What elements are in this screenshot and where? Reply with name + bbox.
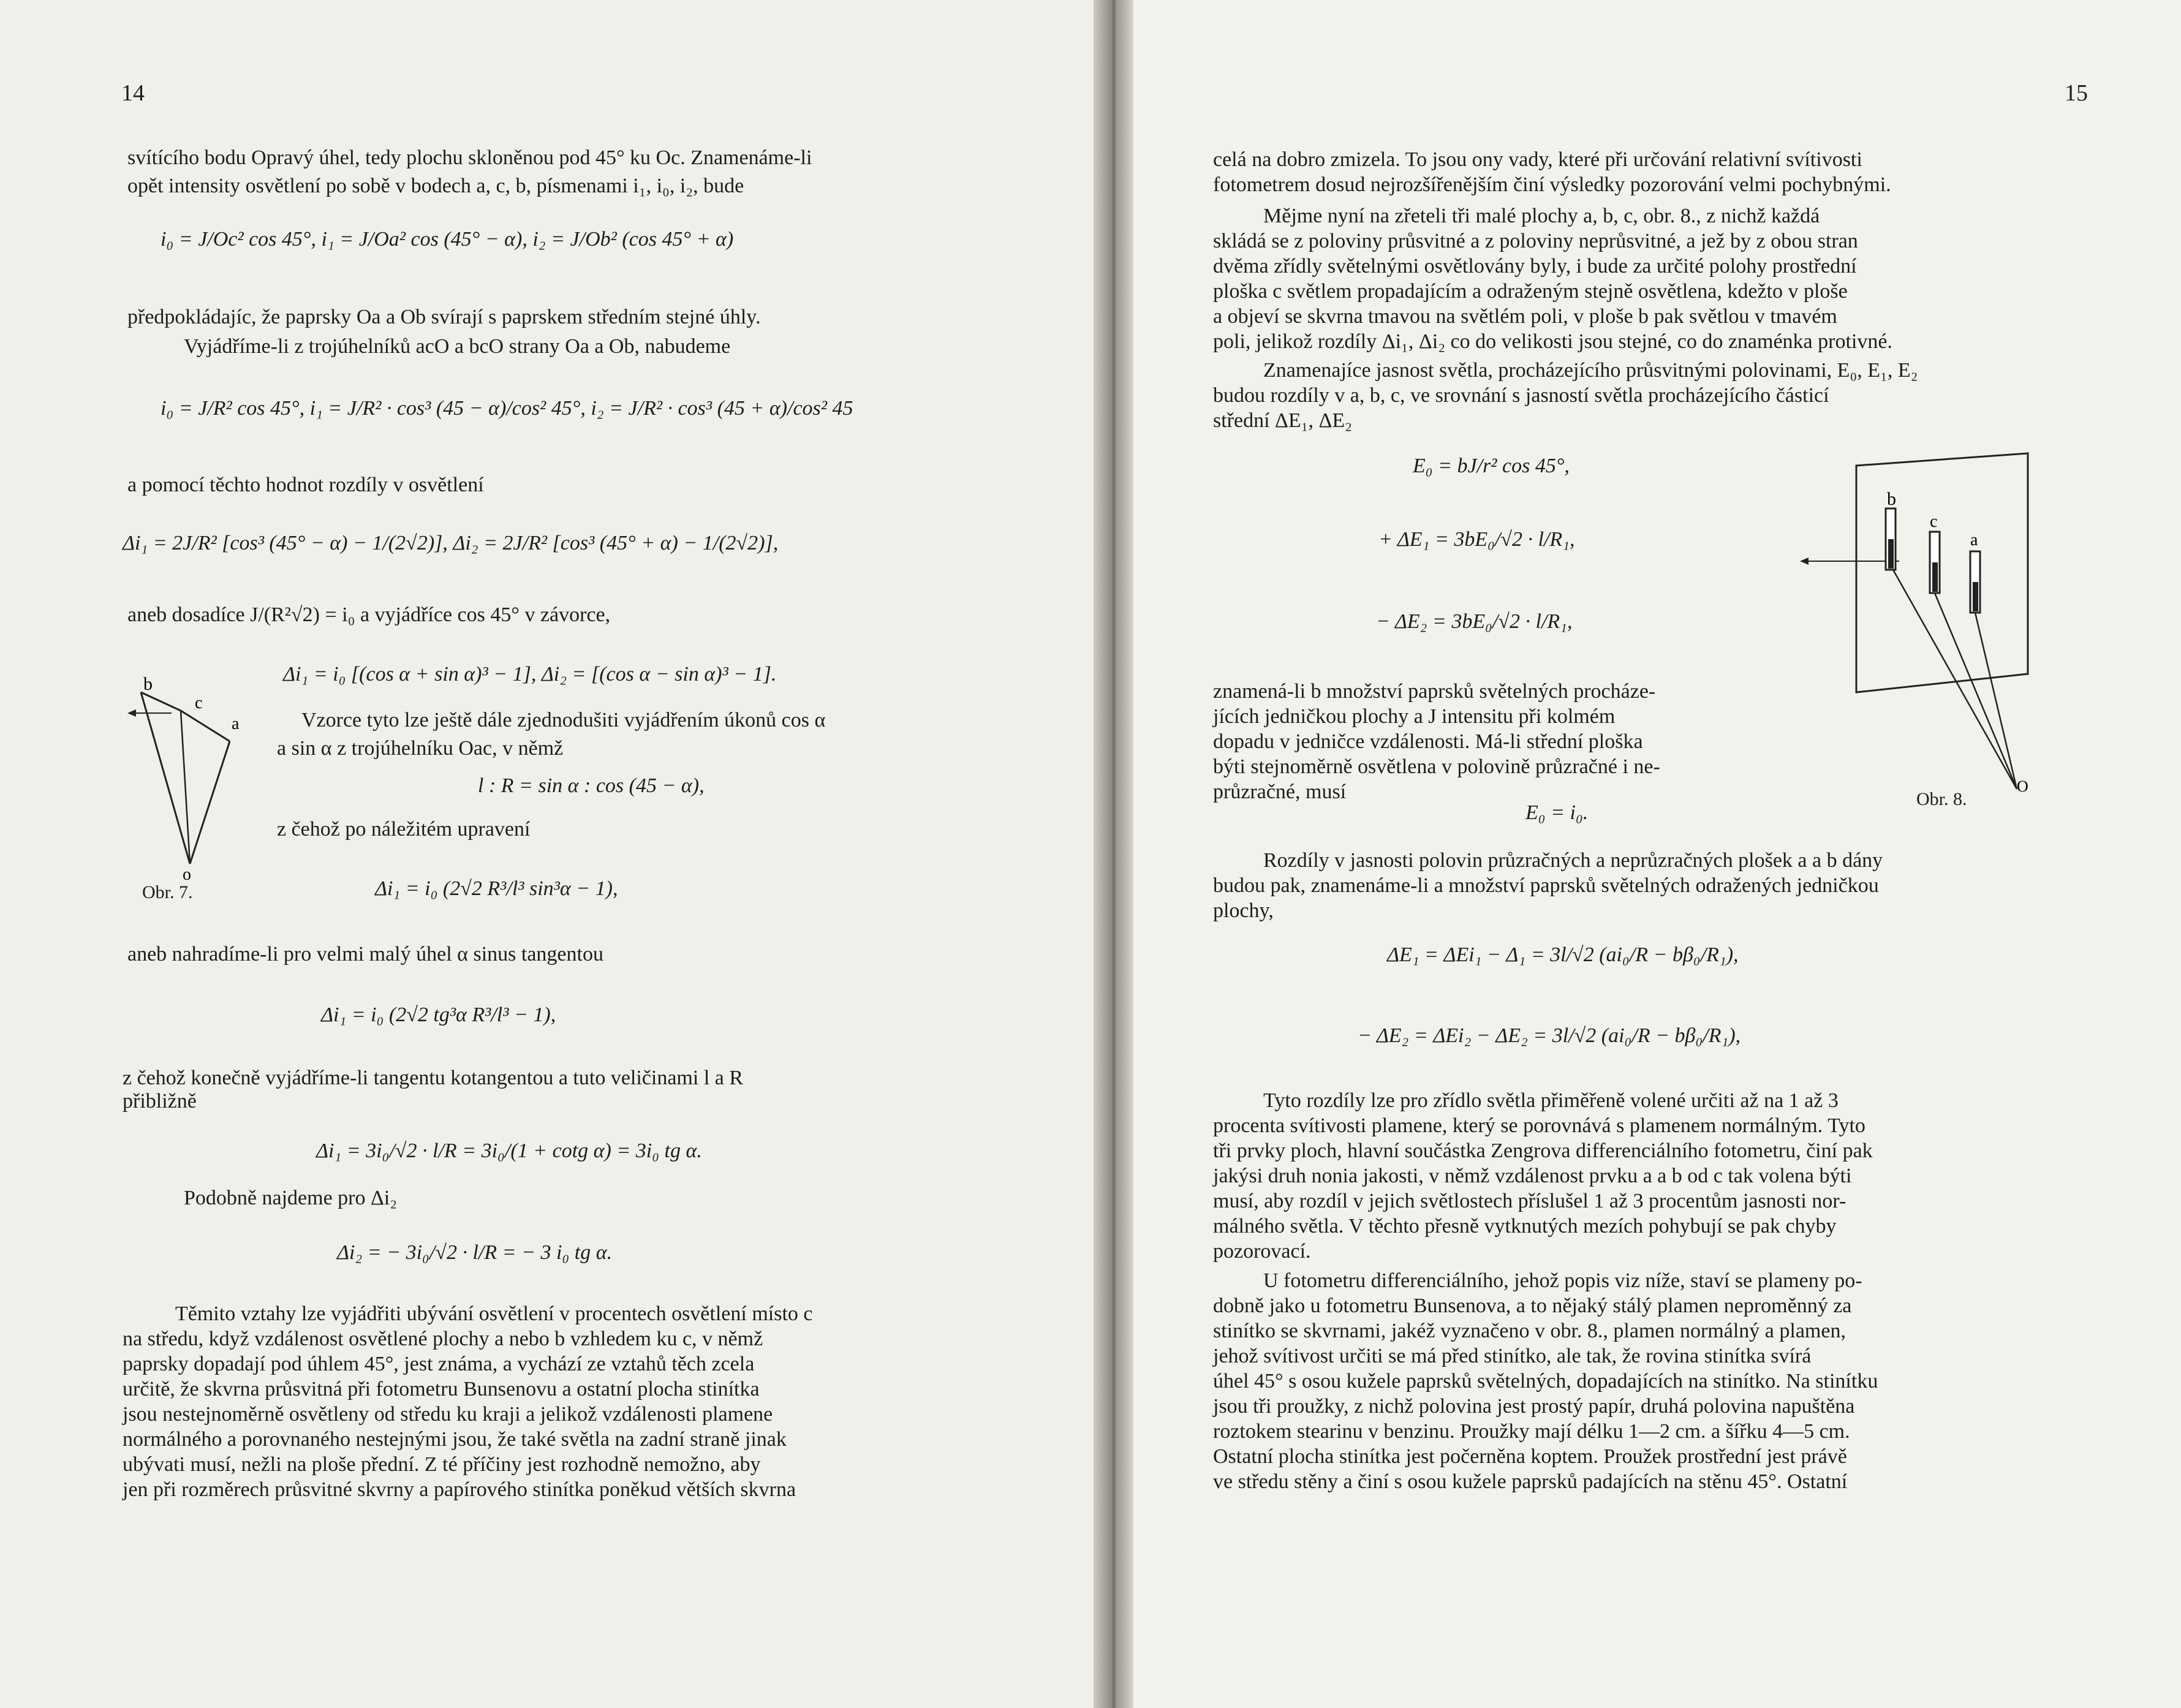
fig8-label-c: c [1930,512,1938,531]
text-line: aneb nahradíme-li pro velmi malý úhel α sinus tangentou [127,943,603,965]
text-line: Mějme nyní na zřeteli tři malé plochy a, b, c, obr. 8., z nichž každá [1263,205,1820,227]
paragraph-final-left [123,1301,992,1502]
text-line: z čehož konečně vyjádříme-li tangentu kotangentou a tuto veličinami l a R [123,1067,744,1089]
text-line: střední ΔE₁, ΔE₂ [1213,409,1353,432]
text-line: určitě, že skvrna průsvitná při fotometru Bunsenovu a ostatní plocha stinítka [123,1378,760,1400]
text-line: dobně jako u fotometru Bunsenova, a to nějaký stálý plamen neproměnný za [1213,1294,1852,1317]
text-line: musí, aby rozdíl v jejich světlostech příslušel 1 až 3 procentům jasnosti nor- [1213,1190,1846,1212]
equation: Δi₁ = 2J/R² [cos³ (45° − α) − 1/(2√2)], Δi₂ = 2J/R² [cos³ (45° + α) − 1/(2√2)], [123,532,779,554]
text-line: budou pak, znamenáme-li a množství paprsků světelných odražených jedničkou [1213,874,1879,897]
equation: Δi₁ = i₀ [(cos α + sin α)³ − 1], Δi₂ = [(cos α − sin α)³ − 1]. [283,663,777,686]
fig7-label-b: b [143,674,153,694]
text-line: Tyto rozdíly lze pro zřídlo světla přiměřeně volené určiti až na 1 až 3 [1263,1089,1839,1112]
equation: ΔE₁ = ΔEi₁ − Δ₁ = 3l/√2 (ai₀/R − bβ₀/R₁), [1387,943,1739,966]
text-line: ploška c světlem propadajícím a odraženým stejně osvětlena, kdežto v ploše [1213,280,1848,303]
equation: i₀ = J/Oc² cos 45°, i₁ = J/Oa² cos (45° − α), i₂ = J/Ob² (cos 45° + α) [161,228,734,251]
text-line: celá na dobro zmizela. To jsou ony vady, které při určování relativní svítivosti [1213,148,1862,171]
text-line: a objeví se skvrna tmavou na světlém poli, v ploše b pak světlou v tmavém [1213,305,1837,328]
text-line: Ostatní plocha stinítka jest počerněna koptem. Proužek prostřední jest právě [1213,1445,1847,1468]
text-line: dvěma zřídly světelnými osvětlovány byly, i bude za určité polohy prostřední [1213,255,1857,278]
fig7-arrowhead [127,709,136,717]
text-line: jen při rozměrech průsvitné skvrny a papírového stinítka poněkud větších skvrna [123,1478,796,1501]
text-line: U fotometru differenciálního, jehož popis viz níže, staví se plameny po- [1263,1269,1862,1292]
page-number-right: 15 [2065,80,2088,106]
text-line: ubývati musí, nežli na ploše přední. Z té příčiny jest rozhodně nemožno, aby [123,1453,761,1476]
text-line: svítícího bodu Opravý úhel, tedy plochu skloněnou pod 45° ku Oc. Znamenáme-li [127,146,812,169]
fig7-line-ca [181,711,230,741]
fig8-ray-b [1893,570,2017,789]
text-line: z čehož po náležitém upravení [277,818,531,841]
text-line: paprsky dopadají pod úhlem 45°, jest známa, a vychází ze vztahů těch zcela [123,1353,755,1375]
fig8-ray-a [1975,613,2017,789]
paragraph-3-right [1213,358,2144,433]
text-line: fotometrem dosud nejrozšířenějším činí výsledky pozorování velmi pochybnými. [1213,173,1891,196]
text-line: opět intensity osvětlení po sobě v bodech a, c, b, písmenami i₁, i₀, i₂, bude [127,175,744,197]
fig7-line-oc [181,711,190,864]
text-line: poli, jelikož rozdíly Δi₁, Δi₂ co do velikosti jsou stejné, co do znaménka protivné. [1213,330,1892,353]
fig8-strip-c-dark [1932,562,1938,592]
text-line: jehož svítivost určiti se má před stinítko, ale tak, že rovina stinítka svírá [1213,1345,1812,1367]
text-line: a sin α z trojúhelníku Oac, v němž [277,737,564,760]
paragraph-5-right [1213,848,2144,923]
equation: E₀ = bJ/r² cos 45°, [1413,455,1570,477]
text-line: a pomocí těchto hodnot rozdíly v osvětlení [127,474,484,496]
text-line: roztokem stearinu v benzinu. Proužky mají délku 1—2 cm. a šířku 4—5 cm. [1213,1420,1850,1443]
equation: Δi₁ = i₀ (2√2 R³/l³ sin³α − 1), [375,877,618,900]
text-line: býti stejnoměrně osvětlena v polovině průzračné i ne- [1213,755,1660,778]
text-line: plochy, [1213,899,1274,922]
text-line: jících jedničkou plochy a J intensitu při kolmém [1213,705,1616,728]
paragraph-2-right [1213,203,2144,354]
equation: Δi₁ = 3i₀/√2 · l/R = 3i₀/(1 + cotg α) = 3i₀ tg α. [316,1139,702,1162]
text-line: Znamenajíce jasnost světla, procházejícího průsvitnými polovinami, E₀, E₁, E₂ [1263,359,1918,382]
text-line: tři prvky ploch, hlavní součástka Zengrova differenciálního fotometru, činí pak [1213,1139,1873,1162]
fig7-label-c: c [195,693,203,712]
paragraph-1-right [1213,147,2144,197]
figure-7-caption: Obr. 7. [142,882,193,902]
text-line: Vyjádříme-li z trojúhelníků acO a bcO strany Oa a Ob, nabudeme [184,335,731,358]
fig8-label-o: O [2017,777,2028,795]
text-line: Těmito vztahy lze vyjádřiti ubývání osvětlení v procentech osvětlení místo c [175,1302,813,1325]
paragraph-7-right [1213,1268,2144,1494]
fig8-strip-b-dark [1888,539,1894,569]
text-line: jsou tři proužky, z nichž polovina jest prostý papír, druhá polovina napuštěna [1213,1395,1855,1418]
equation: l : R = sin α : cos (45 − α), [478,774,705,797]
text-line: málného světla. V těchto přesně vytknutých mezích pohybují se pak chyby [1213,1215,1837,1238]
text-line: jakýsi druh nonia jakosti, v němž vzdálenost prvku a a b od c tak volena býti [1213,1165,1852,1187]
text-line: skládá se z poloviny průsvitné a z poloviny neprůsvitné, a jež by z obou stran [1213,230,1858,252]
fig8-label-a: a [1970,531,1978,550]
equation: i₀ = J/R² cos 45°, i₁ = J/R² · cos³ (45 − α)/cos² 45°, i₂ = J/R² · cos³ (45 + α)/cos² 45 [161,397,853,420]
text-line: budou rozdíly v a, b, c, ve srovnání s jasností světla procházejícího částicí [1213,384,1829,407]
fig7-label-a: a [232,714,240,733]
text-line: úhel 45° s osou kužele paprsků světelných, dopadajících na stinítko. Na stinítku [1213,1370,1878,1392]
figure-8-caption: Obr. 8. [1916,789,1967,809]
text-line: Rozdíly v jasnosti polovin průzračných a neprůzračných plošek a a b dány [1263,849,1883,872]
text-line: procenta svítivosti plamene, který se porovnává s plamenem normálným. Tyto [1213,1114,1865,1137]
figure-8 [1856,453,2132,796]
page-number-left: 14 [121,80,145,106]
fig8-ray-c [1935,593,2017,789]
equation: Δi₁ = i₀ (2√2 tg³α R³/l³ − 1), [321,1003,556,1026]
figure-7 [123,668,282,882]
book-gutter [1094,0,1133,1708]
fig7-line-ob [141,692,190,864]
text-line: jsou nestejnoměrně osvětleny od středu ku kraji a jelikož vzdálenosti plamene [123,1403,773,1426]
fig7-line-bc [141,692,181,711]
fig7-label-o: o [183,865,191,884]
text-line: průzračné, musí [1213,780,1347,803]
text-line: pozorovací. [1213,1240,1311,1263]
fig8-label-b: b [1887,489,1896,509]
text-line: ve středu stěny a činí s osou kužele paprsků padajících na stěnu 45°. Ostatní [1213,1470,1848,1493]
equation: − ΔE₂ = ΔEi₂ − ΔE₂ = 3l/√2 (ai₀/R − bβ₀/R₁), [1358,1024,1741,1047]
paragraph-4-right [1213,679,1838,804]
equation: − ΔE₂ = 3bE₀/√2 · l/R₁, [1376,610,1573,633]
text-line: znamená-li b množství paprsků světelných procháze- [1213,680,1656,703]
text-line: Vzorce tyto lze ještě dále zjednodušiti vyjádřením úkonů cos α [301,709,826,731]
right-page [1133,0,2181,1708]
fig7-line-oa [190,741,230,864]
text-line: normálného a porovnaného nestejnými jsou, že také světla na zadní straně jinak [123,1428,787,1451]
text-line: přibližně [123,1090,197,1113]
equation: + ΔE₁ = 3bE₀/√2 · l/R₁, [1378,528,1575,551]
fig8-arrowhead [1800,557,1809,565]
text-line: předpokládajíc, že paprsky Oa a Ob svírají s paprskem středním stejné úhly. [127,306,761,328]
equation: E₀ = i₀. [1525,801,1589,824]
text-line: dopadu v jedničce vzdálenosti. Má-li střední ploška [1213,730,1643,753]
text-line: stinítko se skvrnami, jakéž vyznačeno v obr. 8., plamen normálný a plamen, [1213,1320,1846,1342]
paragraph-6-right [1213,1088,2144,1264]
text-line: Podobně najdeme pro Δi₂ [184,1187,398,1209]
text-line: na středu, když vzdálenost osvětlené plochy a nebo b vzhledem ku c, v němž [123,1328,763,1350]
fig8-strip-a-dark [1973,582,1978,611]
text-line: aneb dosadíce J/(R²√2) = i₀ a vyjádříce cos 45° v závorce, [127,603,611,626]
equation: Δi₂ = − 3i₀/√2 · l/R = − 3 i₀ tg α. [337,1241,613,1264]
